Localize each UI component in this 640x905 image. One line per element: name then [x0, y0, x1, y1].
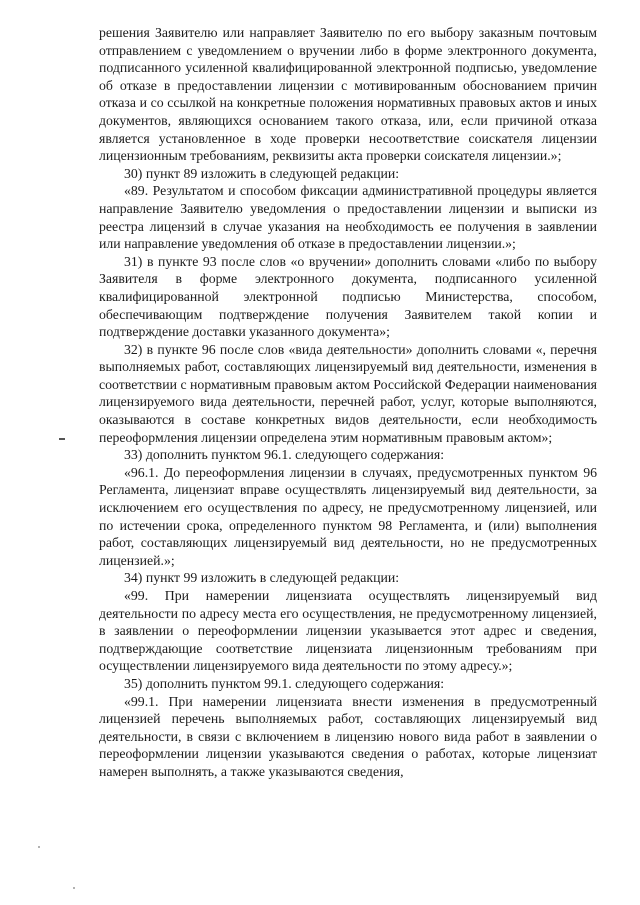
scan-speck — [38, 846, 40, 848]
paragraph-item-30: 30) пункт 89 изложить в следующей редакции: — [124, 165, 400, 181]
margin-mark — [59, 438, 65, 440]
paragraph-point-96-1: «96.1. До переоформления лицензии в случаях, предусмотренных пунктом 96 Регламента, лицензиат вправе осуществлять лицензируемый вид деятельности, за исключением его осуществления по адресу, не предусмотренному лицензией, или по истечении срока, определенного пунктом 98 Регламента, и (или) выполнения работ, составляющих лицензируемый вид деятельности, но не предусмотренных лицензией.»; — [99, 464, 597, 568]
paragraph-point-99-1: «99.1. При намерении лицензиата внести изменения в предусмотренный лицензией перечень выполняемых работ, составляющих лицензируемый вид деятельности, в связи с включением в лицензию нового вида работ в заявлении о переоформлении лицензии указываются сведения о работах, которые лицензиат намерен выполнять, а также указываются сведения, — [99, 693, 597, 779]
paragraph-item-31: 31) в пункте 93 после слов «о вручении» дополнить словами «либо по выбору Заявителя в форме электронного документа, подписанного усиленной квалифицированной электронной подписью Министерства, способом, обеспечивающим подтверждение получения Заявителем такой копии и подтверждение доставки указанного документа»; — [99, 253, 597, 340]
paragraph-item-34: 34) пункт 99 изложить в следующей редакции: — [124, 570, 400, 586]
paragraph-item-33: 33) дополнить пунктом 96.1. следующего содержания: — [124, 447, 445, 463]
paragraph-item-35: 35) дополнить пунктом 99.1. следующего содержания: — [124, 675, 445, 691]
document-body — [99, 24, 597, 781]
paragraph-point-99: «99. При намерении лицензиата осуществлять лицензируемый вид деятельности по адресу места его осуществления, не предусмотренному лицензией, в заявлении о переоформлении лицензии указывается этот адрес и сведения, подтверждающие соответствие лицензиата лицензионным требованиям при осуществлении лицензируемого вида деятельности по этому адресу.»; — [99, 588, 597, 674]
paragraph-item-32: 32) в пункте 96 после слов «вида деятельности» дополнить словами «, перечня выполняемых работ, составляющих лицензируемый вид деятельности, изменения в соответствии с нормативным правовым актом Российской Федерации наименования лицензируемого вида деятельности, перечней работ, услуг, которые выполняются, оказываются в составе конкретных видов деятельности, если необходимость переоформления лицензии определена этим нормативным правовым актом»; — [99, 341, 597, 445]
paragraph-continuation: решения Заявителю или направляет Заявителю по его выбору заказным почтовым отправлением с уведомлением о вручении либо в форме электронного документа, подписанного усиленной квалифицированной электронной подписью, уведомление об отказе в предоставлении лицензии с мотивированным обоснованием причин отказа и со ссылкой на конкретные положения нормативных правовых актов и иных документов, являющихся основанием такого отказа, или, если причиной отказа является установленное в ходе проверки несоответствие соискателя лицензии лицензионным требованиям, реквизиты акта проверки соискателя лицензии.»; — [99, 25, 597, 164]
paragraph-point-89: «89. Результатом и способом фиксации административной процедуры является направление Заявителю уведомления о предоставлении лицензии и выписки из реестра лицензий в случае указания на необходимость ее получения в заявлении или направление уведомления об отказе в предоставлении лицензии.»; — [99, 183, 597, 252]
scan-speck — [73, 887, 75, 889]
